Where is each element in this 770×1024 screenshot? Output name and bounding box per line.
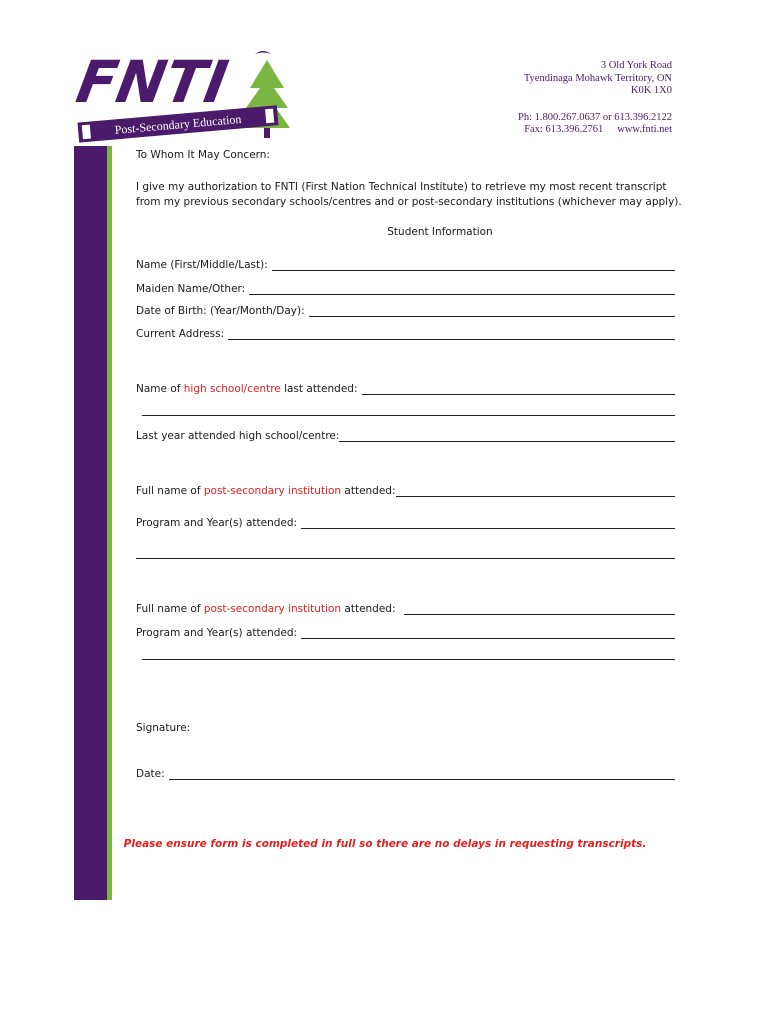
banner-text: Post-Secondary Education [114, 111, 242, 137]
high-school-label: Name of high school/centre last attended: [136, 383, 358, 395]
street: 3 Old York Road [600, 60, 672, 71]
high-school-year-label: Last year attended high school/centre: [136, 430, 340, 442]
address-blank[interactable] [228, 329, 675, 340]
territory: Tyendinaga Mohawk Territory, ON [523, 72, 672, 84]
maiden-name-field[interactable] [136, 283, 675, 295]
program-1-blank[interactable] [301, 518, 675, 529]
authorization-text-1: I give my authorization to FNTI (First Nation Technical Institute) to retrieve my most recent transcript [136, 181, 667, 193]
program-1-blank-2[interactable] [136, 557, 675, 559]
high-school-year-blank[interactable] [339, 431, 675, 442]
date-blank[interactable] [169, 769, 675, 780]
high-school-year-field[interactable] [136, 430, 675, 442]
name-blank[interactable] [272, 260, 675, 271]
date-field[interactable] [136, 768, 675, 780]
name-field[interactable] [136, 259, 675, 271]
post-secondary-2-label: Full name of post-secondary institution attended: [136, 603, 396, 615]
logo-text: FNTI [72, 48, 233, 116]
post-secondary-1-blank[interactable] [396, 486, 675, 497]
salutation: To Whom It May Concern: [136, 149, 270, 161]
post-secondary-1-label: Full name of post-secondary institution attended: [136, 485, 396, 497]
completion-notice: Please ensure form is completed in full so there are no delays in requesting transcripts. [123, 838, 647, 850]
post-secondary-1-field[interactable] [136, 485, 675, 497]
fax: Fax: 613.396.2761 [524, 124, 604, 135]
name-label: Name (First/Middle/Last): [136, 259, 268, 271]
section-title: Student Information [387, 226, 493, 238]
program-2-blank[interactable] [301, 628, 675, 639]
program-2-field[interactable] [136, 627, 675, 639]
maiden-name-blank[interactable] [249, 284, 675, 295]
program-2-blank-2[interactable] [142, 658, 675, 660]
program-1-field[interactable] [136, 517, 675, 529]
address-field[interactable] [136, 328, 675, 340]
dob-label: Date of Birth: (Year/Month/Day): [136, 305, 305, 317]
authorization-text-2: from my previous secondary schools/centres and or post-secondary institutions (whichever may apply). [136, 196, 682, 208]
phone: Ph: 1.800.267.0637 or 613.396.2122 [517, 111, 672, 123]
maiden-name-label: Maiden Name/Other: [136, 283, 246, 295]
high-school-blank[interactable] [362, 384, 676, 395]
date-label: Date: [136, 768, 165, 780]
high-school-field[interactable] [136, 383, 675, 395]
website-link[interactable]: www.fnti.net [617, 124, 672, 135]
program-1-label: Program and Year(s) attended: [136, 517, 298, 529]
address-label: Current Address: [136, 328, 225, 340]
postal-code: K0K 1X0 [630, 85, 672, 96]
post-secondary-2-field[interactable] [136, 603, 675, 615]
dob-blank[interactable] [309, 306, 675, 317]
signature-label: Signature: [136, 722, 191, 734]
high-school-blank-2[interactable] [142, 414, 675, 416]
program-2-label: Program and Year(s) attended: [136, 627, 298, 639]
post-secondary-2-blank[interactable] [404, 604, 675, 615]
dob-field[interactable] [136, 305, 675, 317]
